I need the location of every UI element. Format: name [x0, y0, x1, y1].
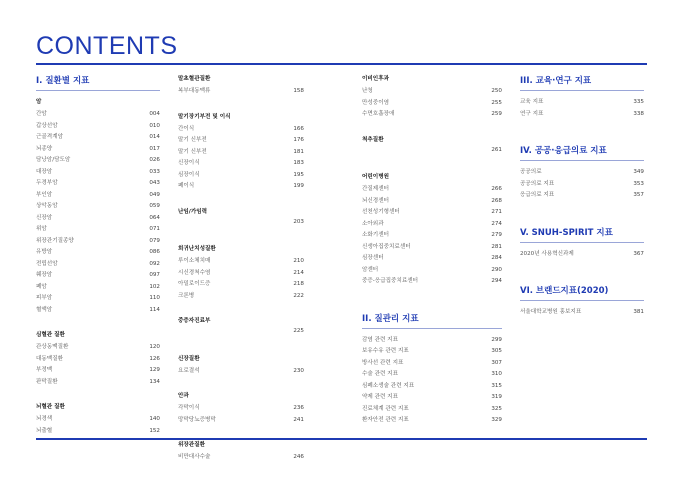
toc-entry[interactable]	[520, 109, 644, 121]
group-title: 안과	[178, 393, 189, 399]
toc-entry[interactable]	[36, 305, 160, 317]
entry-label: 응급의료 지표	[520, 192, 555, 198]
entry-label: 크론병	[178, 292, 195, 299]
page-number: 195	[293, 171, 304, 178]
toc-entry[interactable]	[362, 392, 502, 404]
toc-group	[178, 74, 304, 98]
page-number: 279	[491, 232, 502, 238]
toc-entry[interactable]	[36, 414, 160, 426]
page-number: 367	[633, 250, 644, 257]
toc-entry[interactable]	[520, 179, 644, 191]
toc-group	[178, 440, 304, 464]
toc-entry[interactable]	[36, 426, 160, 438]
page-number: 059	[149, 203, 160, 209]
entry-label: 보유수유 관련 지표	[362, 348, 409, 354]
entry-label: 2020년 사용혁신과제	[520, 250, 574, 257]
entry-label: 시신경척수염	[178, 269, 211, 276]
group-title: 신장질환	[178, 355, 200, 362]
page-number: 319	[491, 394, 502, 400]
entry-label: 방사선 관련 지표	[362, 359, 404, 366]
toc-entry[interactable]	[362, 346, 502, 358]
page-number: 299	[491, 336, 502, 343]
toc-entry[interactable]	[520, 97, 644, 109]
entry-label: 췌장암	[36, 272, 53, 278]
toc-entry[interactable]	[178, 135, 304, 147]
toc-entry[interactable]	[178, 86, 304, 98]
entry-label: 선천성기형센터	[362, 209, 400, 215]
entry-label: 서울대학교병원 홍보지표	[520, 309, 582, 315]
toc-entry[interactable]	[178, 219, 304, 231]
toc-entry[interactable]	[520, 167, 644, 179]
entry-label: 교육 지표	[520, 99, 544, 105]
entry-label: 루이소체치매	[178, 258, 211, 264]
page-number: 236	[293, 405, 304, 411]
page-number: 305	[491, 348, 502, 354]
page-number: 284	[491, 255, 502, 261]
entry-label: 신생아집중치료센터	[362, 243, 411, 250]
entry-label: 진료체계 관련 지표	[362, 405, 409, 412]
toc-entry[interactable]	[36, 201, 160, 213]
entry-label: 복부대동맥류	[178, 88, 211, 94]
entry-label: 전립선암	[36, 260, 58, 267]
group-title: 어린이병원	[362, 174, 390, 180]
page-number: 120	[149, 344, 160, 350]
toc-entry[interactable]	[36, 121, 160, 133]
toc-list	[520, 167, 644, 202]
toc-entry[interactable]	[362, 381, 502, 393]
page-number: 214	[293, 269, 304, 276]
entry-label: 담낭암/담도암	[36, 157, 71, 163]
entry-label: 대장암	[36, 168, 53, 175]
page-number: 086	[149, 249, 160, 255]
page-number: 255	[491, 99, 502, 106]
page-number: 049	[149, 191, 160, 198]
toc-entry[interactable]	[36, 259, 160, 271]
entry-label: 위암	[36, 226, 47, 232]
page-number: 274	[491, 220, 502, 227]
entry-label: 간이식	[178, 125, 195, 132]
entry-label: 간암	[36, 111, 47, 117]
toc-entry[interactable]	[178, 147, 304, 159]
entry-label: 비만대사수술	[178, 454, 211, 460]
toc-group	[178, 316, 304, 340]
entry-label: 아밀로이드증	[178, 281, 211, 287]
entry-label: 수면호흡장애	[362, 111, 395, 117]
toc-entry[interactable]	[362, 369, 502, 381]
page-number: 266	[491, 186, 502, 192]
toc-entry[interactable]	[36, 109, 160, 121]
toc-group	[362, 172, 502, 288]
entry-label: 뇌출혈	[36, 427, 53, 434]
toc-list	[520, 97, 644, 120]
toc-entry[interactable]	[36, 342, 160, 354]
page-number: 325	[491, 405, 502, 412]
entry-label: 약제 관련 지표	[362, 394, 398, 400]
entry-label: 유방암	[36, 249, 53, 255]
toc-entry[interactable]	[520, 249, 644, 261]
page-number: 110	[149, 295, 160, 301]
toc-entry[interactable]	[362, 276, 502, 288]
page-number: 166	[293, 125, 304, 132]
entry-label: 신장암	[36, 214, 53, 221]
page-number: 225	[293, 328, 304, 334]
page-number: 261	[491, 146, 502, 153]
entry-label: 신장이식	[178, 160, 200, 166]
page-number: 353	[633, 180, 644, 187]
page-number: 329	[491, 417, 502, 423]
toc-entry[interactable]	[362, 86, 502, 98]
toc-group	[362, 135, 502, 159]
entry-label: 뇌종양	[36, 145, 53, 152]
toc-entry[interactable]	[520, 307, 644, 319]
page-number: 315	[491, 382, 502, 389]
toc-entry[interactable]	[36, 354, 160, 366]
toc-entry[interactable]	[362, 207, 502, 219]
toc-group	[178, 207, 304, 231]
entry-label: 뇌경색	[36, 416, 53, 422]
page-number: 307	[491, 359, 502, 366]
page-number: 097	[149, 272, 160, 278]
toc-entry[interactable]	[36, 247, 160, 259]
toc-groups	[362, 74, 502, 288]
toc-entry[interactable]	[178, 170, 304, 182]
page-number: 290	[491, 266, 502, 273]
page-number: 010	[149, 122, 160, 129]
page-number: 158	[293, 88, 304, 94]
group-title: 심혈관 질환	[36, 332, 65, 338]
toc-entry[interactable]	[362, 415, 502, 427]
toc-group	[178, 244, 304, 302]
toc-entry[interactable]	[178, 366, 304, 378]
page-number: 310	[491, 371, 502, 377]
toc-entry[interactable]	[362, 404, 502, 416]
toc-entry[interactable]	[178, 256, 304, 268]
toc-entry[interactable]	[36, 213, 160, 225]
page-number: 250	[491, 88, 502, 94]
toc-entry[interactable]	[36, 377, 160, 389]
page-title: CONTENTS	[36, 32, 178, 60]
section-title-5: V. SNUH-SPIRIT 지표	[520, 226, 644, 243]
toc-entry[interactable]	[36, 270, 160, 282]
toc-entry[interactable]	[362, 265, 502, 277]
toc-entry[interactable]	[36, 167, 160, 179]
page-number: 349	[633, 169, 644, 175]
group-title: 말기장기부전 및 이식	[178, 113, 231, 120]
toc-entry[interactable]	[178, 124, 304, 136]
entry-label: 두경부암	[36, 180, 58, 186]
page-number: 033	[149, 168, 160, 175]
toc-group	[178, 354, 304, 378]
entry-label: 중증-응급집중치료센터	[362, 278, 419, 284]
section-title-3: III. 교육·연구 지표	[520, 74, 644, 91]
page-number: 092	[149, 260, 160, 267]
page-number: 203	[293, 218, 304, 225]
toc-group	[178, 391, 304, 426]
entry-label: 말기 신부전	[178, 148, 207, 155]
entry-label: 소아외과	[362, 220, 384, 227]
toc-entry[interactable]	[178, 403, 304, 415]
toc-entry[interactable]	[178, 158, 304, 170]
entry-label: 심장센터	[362, 255, 384, 261]
toc-group	[36, 330, 160, 388]
page-number: 181	[293, 148, 304, 155]
toc-entry[interactable]	[178, 328, 304, 340]
entry-label: 심폐소생술 관련 지표	[362, 382, 415, 389]
toc-entry[interactable]	[362, 196, 502, 208]
toc-entry[interactable]	[178, 291, 304, 303]
toc-entry[interactable]	[362, 219, 502, 231]
entry-label: 관상동맥질환	[36, 344, 69, 350]
entry-label: 암센터	[362, 266, 379, 273]
section-title-6: VI. 브랜드지표(2020)	[520, 284, 644, 301]
entry-label: 소화기센터	[362, 232, 390, 238]
entry-label: 공공의료 지표	[520, 180, 555, 187]
toc-group	[36, 402, 160, 437]
page-number: 335	[633, 99, 644, 105]
entry-label: 심장이식	[178, 171, 200, 178]
group-title: 중증자진료부	[178, 318, 211, 324]
toc-entry[interactable]	[362, 98, 502, 110]
page-number: 152	[149, 427, 160, 434]
toc-entry[interactable]	[362, 147, 502, 159]
toc-entry[interactable]	[362, 358, 502, 370]
page-number: 183	[293, 160, 304, 166]
toc-entry[interactable]	[178, 279, 304, 291]
page-number: 222	[293, 292, 304, 299]
entry-label: 대동맥질환	[36, 355, 64, 362]
toc-entry[interactable]	[362, 109, 502, 121]
toc-list	[520, 249, 644, 261]
section-title-1: I. 질환별 지표	[36, 74, 160, 91]
toc-entry[interactable]	[36, 155, 160, 167]
toc-entry[interactable]	[36, 282, 160, 294]
page-number: 230	[293, 367, 304, 374]
entry-label: 부정맥	[36, 367, 53, 373]
toc-group	[178, 112, 304, 193]
entry-label: 혈액암	[36, 306, 53, 313]
page-number: 114	[149, 306, 160, 313]
page-number: 246	[293, 454, 304, 460]
page-number: 079	[149, 237, 160, 244]
entry-label: 피부암	[36, 295, 53, 301]
page-number: 126	[149, 355, 160, 362]
toc-list	[520, 307, 644, 319]
page-number: 102	[149, 283, 160, 290]
toc-entry[interactable]	[36, 178, 160, 190]
toc-entry[interactable]	[36, 190, 160, 202]
toc-entry[interactable]	[178, 181, 304, 193]
page-number: 064	[149, 214, 160, 221]
entry-label: 상악동암	[36, 203, 58, 209]
toc-entry[interactable]	[362, 242, 502, 254]
toc-column-1	[36, 74, 160, 451]
entry-label: 난청	[362, 88, 373, 94]
page-number: 268	[491, 197, 502, 204]
entry-label: 요로결석	[178, 367, 200, 374]
toc-column-2	[178, 74, 304, 478]
page-number: 259	[491, 111, 502, 117]
entry-label: 뇌신경센터	[362, 197, 390, 204]
entry-label: 간질제센터	[362, 186, 390, 192]
toc-entry[interactable]	[178, 415, 304, 427]
toc-entry[interactable]	[36, 144, 160, 156]
toc-entry[interactable]	[362, 253, 502, 265]
page-number: 004	[149, 111, 160, 117]
entry-label: 수술 관련 지표	[362, 371, 398, 377]
page-number: 071	[149, 226, 160, 232]
page-number: 043	[149, 180, 160, 186]
entry-label: 공공의료	[520, 169, 542, 175]
section-title-4: IV. 공공·응급의료 지표	[520, 144, 644, 161]
toc-column-4	[520, 74, 644, 319]
entry-label: 각막이식	[178, 405, 200, 411]
toc-list	[362, 335, 502, 427]
toc-entry[interactable]	[36, 224, 160, 236]
toc-group	[36, 97, 160, 316]
top-divider	[36, 63, 647, 65]
entry-label: 근골격계암	[36, 134, 64, 140]
bottom-divider	[36, 438, 647, 440]
group-title: 난임/가임력	[178, 208, 208, 215]
toc-entry[interactable]	[520, 190, 644, 202]
page-number: 381	[633, 309, 644, 315]
toc-entry[interactable]	[36, 365, 160, 377]
toc-entry[interactable]	[362, 335, 502, 347]
entry-label: 폐암	[36, 283, 47, 290]
page-number: 271	[491, 209, 502, 215]
page-number: 210	[293, 258, 304, 264]
entry-label: 연구 지표	[520, 110, 544, 117]
page-number: 017	[149, 145, 160, 152]
toc-entry[interactable]	[178, 452, 304, 464]
toc-entry[interactable]	[362, 230, 502, 242]
page-number: 014	[149, 134, 160, 140]
page-number: 199	[293, 183, 304, 189]
group-title: 암	[36, 99, 42, 105]
entry-label: 감염 관련 지표	[362, 336, 398, 343]
toc-entry[interactable]	[36, 132, 160, 144]
group-title: 척추질환	[362, 136, 384, 143]
toc-entry[interactable]	[36, 236, 160, 248]
entry-label: 만성중이염	[362, 99, 390, 106]
page-number: 357	[633, 192, 644, 198]
toc-column-3	[362, 74, 502, 427]
page-number: 281	[491, 243, 502, 250]
page-number: 241	[293, 416, 304, 423]
section-title-2: II. 질관리 지표	[362, 312, 502, 329]
toc-groups	[36, 97, 160, 437]
entry-label: 폐이식	[178, 183, 195, 189]
toc-entry[interactable]	[178, 268, 304, 280]
toc-group	[362, 74, 502, 121]
toc-entry[interactable]	[36, 293, 160, 305]
page-number: 218	[293, 281, 304, 287]
entry-label: 판막질환	[36, 378, 58, 385]
page-number: 026	[149, 157, 160, 163]
entry-label: 환자안전 관련 지표	[362, 417, 409, 423]
toc-groups	[178, 74, 304, 464]
group-title: 위장관질환	[178, 442, 206, 448]
entry-label: 부인암	[36, 191, 53, 198]
entry-label: 말기 신부전	[178, 137, 207, 143]
entry-label: 망막당뇨증병막	[178, 416, 216, 423]
page-number: 338	[633, 110, 644, 117]
page-number: 140	[149, 416, 160, 422]
group-title: 희귀난치성질환	[178, 246, 216, 252]
entry-label: 갑상선암	[36, 122, 58, 129]
toc-entry[interactable]	[362, 184, 502, 196]
page-number: 134	[149, 378, 160, 385]
group-title: 말초혈관질환	[178, 76, 211, 82]
page-number: 129	[149, 367, 160, 373]
group-title: 뇌혈관 질환	[36, 404, 65, 410]
page-number: 176	[293, 137, 304, 143]
entry-label: 위장관기질종양	[36, 237, 74, 244]
page-number: 294	[491, 278, 502, 284]
group-title: 이비인후과	[362, 76, 390, 82]
